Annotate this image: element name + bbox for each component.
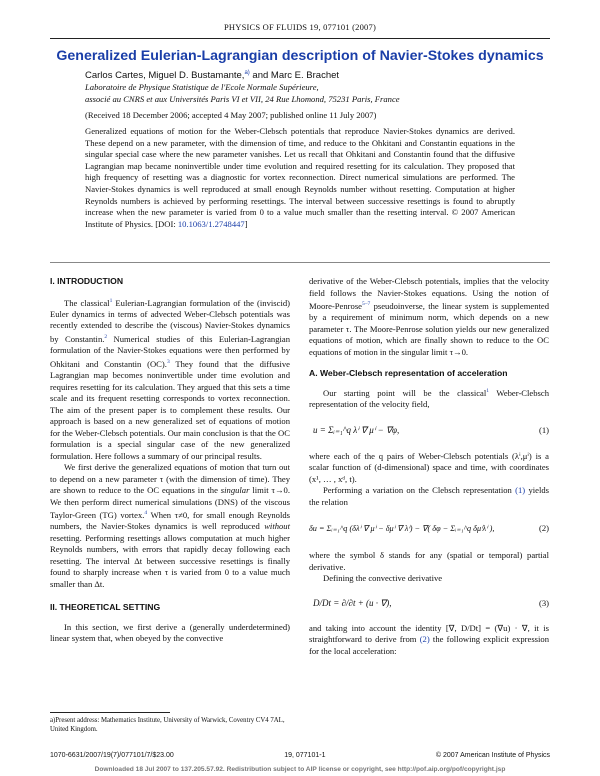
footnote: a)Present address: Mathematics Institute, University of Warwick, Coventry CV4 7AL, United Kingdom. xyxy=(50,717,285,733)
ref-3[interactable]: 3 xyxy=(166,358,170,365)
equation-2-row xyxy=(309,508,549,550)
author-list xyxy=(85,70,339,81)
right-paragraph-6: Defining the convective derivative xyxy=(323,573,443,584)
eq-ref-1[interactable]: (1) xyxy=(515,485,526,496)
equation-1-number: (1) xyxy=(538,424,549,435)
header-rule xyxy=(50,38,550,39)
author-names-b: and Marc E. Brachet xyxy=(249,70,340,82)
received-dates: (Received 18 December 2006; accepted 4 May 2007; published online 11 July 2007) xyxy=(85,110,377,120)
abstract xyxy=(85,126,515,230)
author-footnote-mark[interactable]: a) xyxy=(244,70,250,76)
right-paragraph-4: Performing a variation on the Clebsch representation (1) yields the relation xyxy=(309,485,549,507)
page-footer xyxy=(50,752,550,759)
equation-1-row xyxy=(309,411,549,451)
ref-1[interactable]: 1 xyxy=(109,297,113,304)
doi-suffix: ] xyxy=(244,218,248,229)
right-paragraph-5: where the symbol δ stands for any (spatial or temporal) partial derivative. xyxy=(309,550,549,572)
equation-2: δu = Σᵢ₌₁^q (δλⁱ ∇ μⁱ − δμⁱ ∇ λⁱ) − ∇( δφ − Σᵢ₌₁^q δμⁱλⁱ ), xyxy=(309,524,495,534)
right-paragraph-2: Our starting point will be the classical$^1$ Weber-Clebsch representation of the velocity field, xyxy=(309,387,549,410)
footnote-rule xyxy=(50,712,170,713)
ref-4[interactable]: 4 xyxy=(144,510,148,517)
affiliation xyxy=(85,82,545,105)
right-paragraph-3: where each of the q pairs of Weber-Clebsch potentials (λⁱ,μⁱ) is a scalar function of (d-dimensional) space and time, with coordinates (x¹, … , xᵈ, t). xyxy=(309,450,549,484)
affiliation-line-2: associé au CNRS et aux Universités Paris VI et VII, 24 Rue Lhomond, 75231 Paris, France xyxy=(85,93,400,104)
abstract-separator xyxy=(50,262,550,263)
theory-paragraph-1: In this section, we first derive a (generally underdetermined) linear system that, when obeyed by the convective xyxy=(50,621,290,644)
footer-copyright: © 2007 American Institute of Physics xyxy=(435,752,550,759)
intro-paragraph-2: We first derive the generalized equations of motion that turn out to depend on a new parameter τ (with the dimension of time). They are shown to reduce to the OC equations in the singular limit τ→0. We then perform direct numerical simulations (DNS) of the viscous Taylor-Green (TG) vortex.$^4$ When τ≠0, for small enough Reynolds numbers, the Navier-Stokes dynamics is well reproduced without resetting. Performing resettings allows computation at much higher Reynolds numbers, with errors that rapidly decay following each resetting. The interval Δt between successive resettings is finally found to sharply increase when τ is varied from 0 to a value much smaller than Δt. xyxy=(50,462,290,589)
ref-2[interactable]: 2 xyxy=(104,333,108,340)
doi-link[interactable]: 10.1063/1.2748447 xyxy=(177,218,245,229)
download-notice: Downloaded 18 Jul 2007 to 137.205.57.92. Redistribution subject to AIP license or copyright, see http://pof.aip.org/pof/copyright.jsp xyxy=(94,766,506,773)
subsection-heading-weber-clebsch: A. Weber-Clebsch representation of acceleration xyxy=(309,368,508,379)
right-column xyxy=(309,276,549,657)
footer-page: 19, 077101-1 xyxy=(284,752,326,759)
paper-title: Generalized Eulerian-Lagrangian description of Navier-Stokes dynamics xyxy=(56,48,544,64)
ref-5-7[interactable]: 5–7 xyxy=(361,301,371,307)
right-paragraph-7: and taking into account the identity [∇, D/Dt] = (∇u) · ∇, it is straightforward to derive from (2) the following explicit expression for the local acceleration: xyxy=(309,622,549,656)
journal-header: PHYSICS OF FLUIDS 19, 077101 (2007) xyxy=(224,22,376,32)
author-names-a: Carlos Cartes, Miguel D. Bustamante, xyxy=(85,70,245,82)
right-paragraph-1: derivative of the Weber-Clebsch potentials, implies that the velocity field follows the Navier-Stokes equations. Using the notion of Moore-Penrose$^{5-7}$ pseudoinverse, the linear system is supplemented by a requirement of minimum norm, which depends on a new parameter τ. The Moore-Penrose solution yields our new generalized equations of motion, which are finally shown to reduce to the OC equations of motion in the singular limit τ→0. xyxy=(309,276,549,357)
intro-paragraph-1: The classical$^1$ Eulerian-Lagrangian formulation of the (inviscid) Euler dynamics in terms of advected Weber-Clebsch potentials was recently extended to describe the (viscous) Navier-Stokes dynamics by Constantin.$^2$ Numerical studies of this Eulerian-Lagrangian formulation of the Navier-Stokes equations were then performed by Ohkitani and Constantin (OC).$^3$ They found that the diffusive Lagrangian map becomes noninvertible under time evolution and requires resetting for its calculation. They argued that this sets a time scale and its frequent resetting corresponds to vortex reconnection. The aim of the present paper is to complement these results. Our approach is based on a new generalized set of equations of motion for the Weber-Clebsch potentials. Our main conclusion is that the OC formulation is a special singular case of the new generalized formulation. Here follows a summary of our principal results. xyxy=(50,297,291,461)
equation-2-number: (2) xyxy=(538,523,549,534)
section-heading-introduction: I. INTRODUCTION xyxy=(50,276,124,286)
left-column xyxy=(50,276,290,645)
footer-issn: 1070-6631/2007/19(7)/077101/7/$23.00 xyxy=(50,752,174,759)
section-heading-theoretical: II. THEORETICAL SETTING xyxy=(50,602,161,613)
eq-ref-2[interactable]: (2) xyxy=(419,634,430,645)
equation-3: D/Dt = ∂/∂t + (u · ∇), xyxy=(313,597,392,608)
equation-1: u = Σᵢ₌₁^q λⁱ ∇ μⁱ − ∇φ, xyxy=(313,424,400,435)
equation-3-row xyxy=(309,585,549,623)
equation-3-number: (3) xyxy=(538,597,549,608)
ref-1b[interactable]: 1 xyxy=(486,387,489,394)
doi-prefix: [DOI: xyxy=(153,218,178,229)
abstract-text: Generalized equations of motion for the Weber-Clebsch potentials that reproduce Navier-Stokes dynamics are derived. These depend on a new parameter, with the dimension of time, and reduce to the Ohkitani and Constantin equations in the singular special case where the new parameter vanishes. Let us recall that Ohkitani and Constantin found that the diffusive Lagrangian map became noninvertible under time evolution and required resetting for its calculation. They proposed that high frequency of resetting was a diagnostic for vortex reconnection. Direct numerical simulations are performed. The Navier-Stokes dynamics is well reproduced at small enough Reynolds number without resetting. Computation at higher Reynolds numbers is achieved by performing resettings. The interval between successive resettings is found to abruptly increase when the new parameter is varied from 0 to a value much smaller than the resetting interval. © 2007 American Institute of Physics. xyxy=(85,126,515,229)
affiliation-line-1: Laboratoire de Physique Statistique de l'Ecole Normale Supérieure, xyxy=(85,82,319,92)
